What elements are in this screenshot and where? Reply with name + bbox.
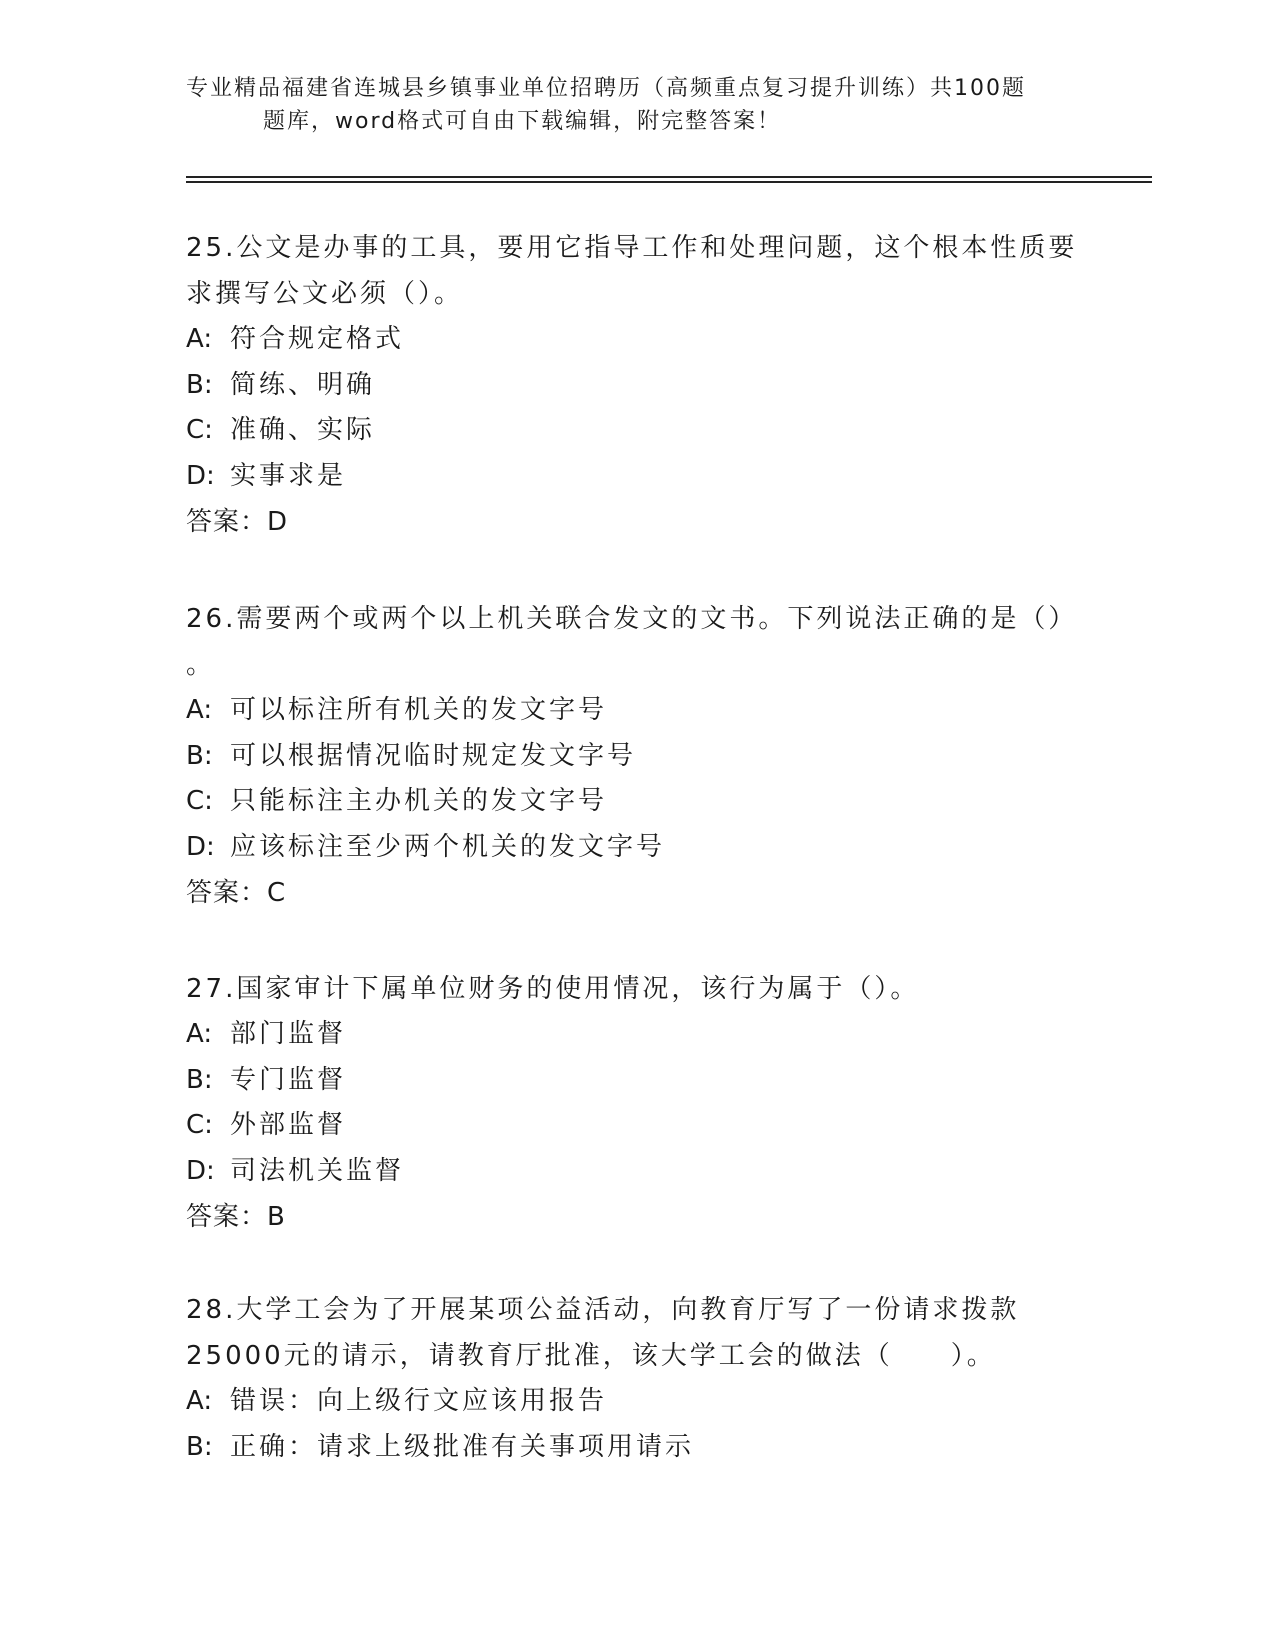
answer: 答案：B <box>186 1202 286 1232</box>
option-text: 实事求是 <box>230 460 347 491</box>
option-c <box>186 1103 1086 1149</box>
question-stem-line: 26.需要两个或两个以上机关联合发文的文书。下列说法正确的是（） <box>186 604 1078 634</box>
question-stem-line: 27.国家审计下属单位财务的使用情况，该行为属于（）。 <box>186 974 920 1004</box>
option-b <box>186 1058 1086 1104</box>
option-d <box>186 825 1086 871</box>
option-key: C: <box>186 415 213 445</box>
question-stem-line: 25000元的请示，请教育厅批准，该大学工会的做法（ ）。 <box>186 1341 996 1371</box>
option-key: A: <box>186 695 213 725</box>
option-a <box>186 317 1086 363</box>
option-text: 正确：请求上级批准有关事项用请示 <box>230 1431 695 1462</box>
option-key: A: <box>186 324 213 354</box>
option-text: 只能标注主办机关的发文字号 <box>230 786 608 816</box>
document-header <box>186 72 1086 138</box>
header-line-2: 题库，word格式可自由下载编辑，附完整答案！ <box>263 109 782 134</box>
answer: 答案：D <box>186 507 289 537</box>
option-key: B: <box>186 1431 213 1462</box>
option-key: C: <box>186 786 213 816</box>
option-key: B: <box>186 740 213 771</box>
option-key: D: <box>186 831 215 862</box>
question-25 <box>186 225 1086 545</box>
header-line-1: 专业精品福建省连城县乡镇事业单位招聘历（高频重点复习提升训练）共100题 <box>186 76 1026 101</box>
option-text: 外部监督 <box>230 1110 347 1140</box>
option-b <box>186 363 1086 409</box>
option-key: D: <box>186 1155 215 1186</box>
header-rule-bottom <box>186 181 1152 183</box>
option-text: 司法机关监督 <box>230 1155 405 1186</box>
question-stem-line: 25.公文是办事的工具，要用它指导工作和处理问题，这个根本性质要 <box>186 233 1078 263</box>
option-c <box>186 408 1086 454</box>
question-stem-line: 。 <box>186 650 216 680</box>
question-28 <box>186 1287 1086 1470</box>
option-d <box>186 454 1086 500</box>
question-27 <box>186 966 1086 1240</box>
option-key: B: <box>186 1064 213 1095</box>
option-a <box>186 688 1086 734</box>
option-c <box>186 779 1086 825</box>
question-26 <box>186 596 1086 916</box>
option-a <box>186 1379 1086 1425</box>
option-b <box>186 1425 1086 1471</box>
option-a <box>186 1012 1086 1058</box>
answer: 答案：C <box>186 878 287 908</box>
option-key: A: <box>186 1386 213 1416</box>
option-text: 可以标注所有机关的发文字号 <box>230 695 608 725</box>
question-stem-line: 求撰写公文必须（）。 <box>186 279 464 309</box>
option-text: 符合规定格式 <box>230 324 405 354</box>
option-text: 准确、实际 <box>230 415 376 445</box>
option-key: D: <box>186 460 215 491</box>
option-text: 可以根据情况临时规定发文字号 <box>230 740 637 771</box>
option-text: 简练、明确 <box>230 369 376 400</box>
header-rule-top <box>186 176 1152 178</box>
question-stem-line: 28.大学工会为了开展某项公益活动，向教育厅写了一份请求拨款 <box>186 1295 1020 1325</box>
option-text: 错误：向上级行文应该用报告 <box>230 1386 608 1416</box>
option-text: 应该标注至少两个机关的发文字号 <box>230 831 666 862</box>
option-key: B: <box>186 369 213 400</box>
option-text: 专门监督 <box>230 1064 347 1095</box>
option-b <box>186 734 1086 780</box>
option-key: A: <box>186 1019 213 1049</box>
option-text: 部门监督 <box>230 1019 347 1049</box>
option-key: C: <box>186 1110 213 1140</box>
option-d <box>186 1149 1086 1195</box>
